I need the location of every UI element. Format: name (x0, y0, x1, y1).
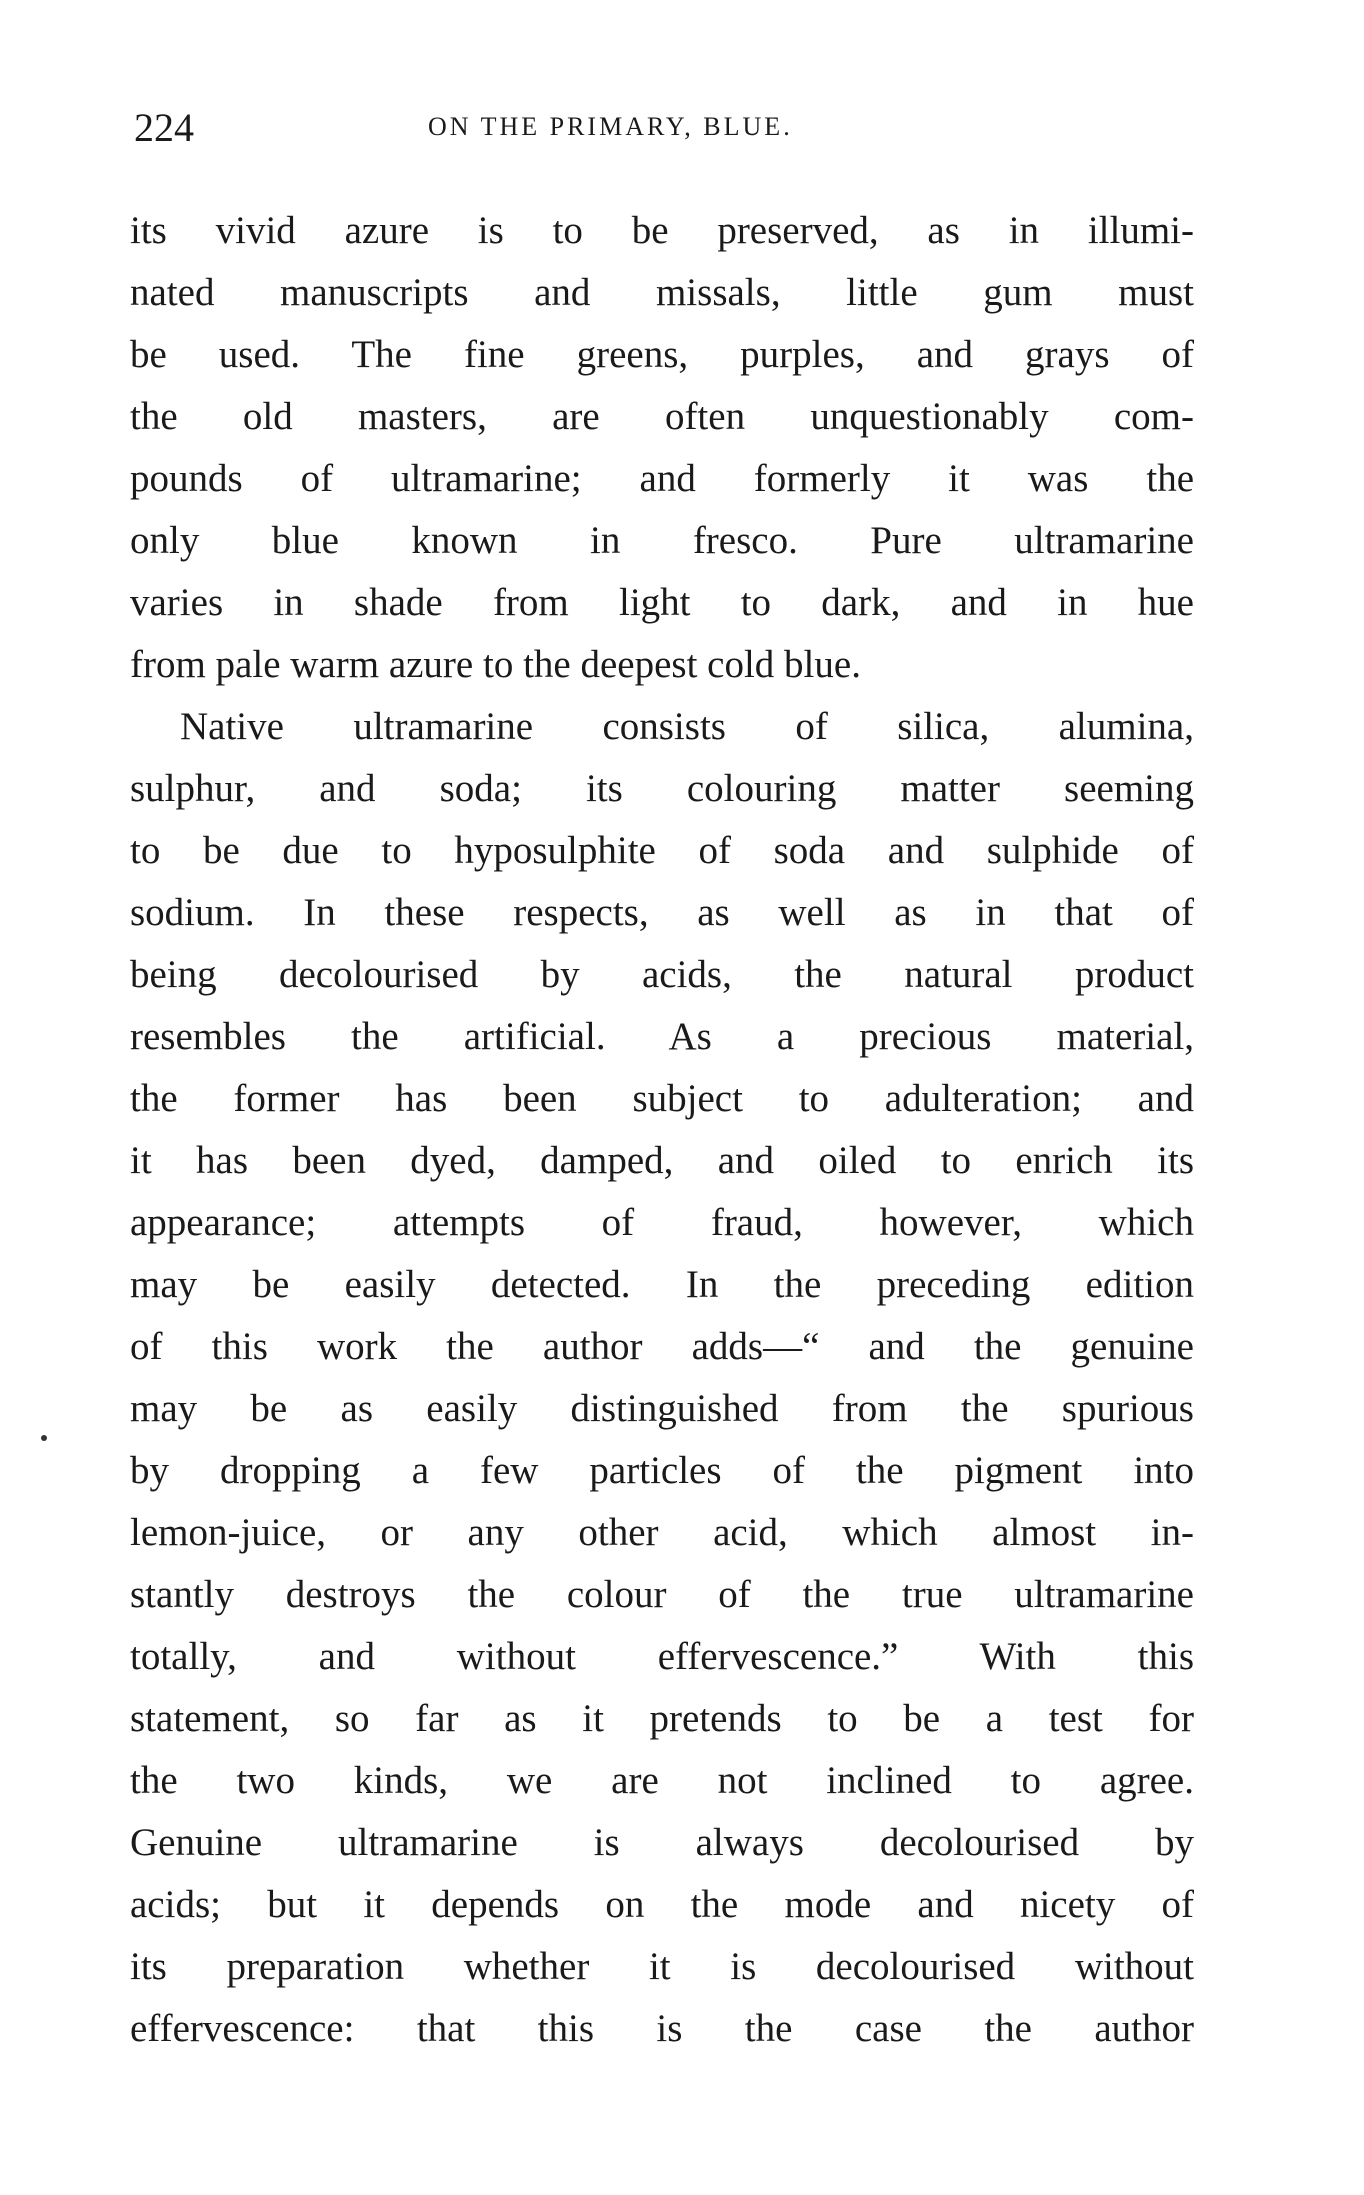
text-line: it has been dyed, damped, and oiled to enrich its (130, 1139, 1194, 1182)
text-line: its vivid azure is to be preserved, as in illumi- (130, 209, 1194, 252)
text-line: the old masters, are often unquestionably com- (130, 395, 1194, 438)
text-line: nated manuscripts and missals, little gum must (130, 271, 1194, 314)
text-line: Native ultramarine consists of silica, alumina, (180, 705, 1194, 748)
text-line: by dropping a few particles of the pigment into (130, 1449, 1194, 1492)
text-line: Genuine ultramarine is always decolourised by (130, 1821, 1194, 1864)
text-line: stantly destroys the colour of the true ultramarine (130, 1573, 1194, 1616)
margin-speck (41, 1435, 47, 1441)
text-line: only blue known in fresco. Pure ultramarine (130, 519, 1194, 562)
text-line: varies in shade from light to dark, and in hue (130, 581, 1194, 624)
text-line: pounds of ultramarine; and formerly it was the (130, 457, 1194, 500)
text-line: acids; but it depends on the mode and nicety of (130, 1883, 1194, 1926)
text-line: lemon-juice, or any other acid, which almost in- (130, 1511, 1194, 1554)
running-title: ON THE PRIMARY, BLUE. (428, 112, 793, 141)
text-line: effervescence: that this is the case the author (130, 2007, 1194, 2050)
text-line: its preparation whether it is decolourised without (130, 1945, 1194, 1988)
text-line: statement, so far as it pretends to be a test for (130, 1697, 1194, 1740)
text-line: resembles the artificial. As a precious material, (130, 1015, 1194, 1058)
text-line: the two kinds, we are not inclined to agree. (130, 1759, 1194, 1802)
text-line: sulphur, and soda; its colouring matter seeming (130, 767, 1194, 810)
text-line: appearance; attempts of fraud, however, which (130, 1201, 1194, 1244)
page-number: 224 (134, 105, 194, 150)
text-line: from pale warm azure to the deepest cold blue. (130, 643, 861, 686)
text-line: may be as easily distinguished from the spurious (130, 1387, 1194, 1430)
body-text (130, 200, 1194, 2060)
text-line: to be due to hyposulphite of soda and sulphide of (130, 829, 1194, 872)
text-line: of this work the author adds—“ and the genuine (130, 1325, 1194, 1368)
text-line: being decolourised by acids, the natural product (130, 953, 1194, 996)
text-line: totally, and without effervescence.” With this (130, 1635, 1194, 1678)
text-line: may be easily detected. In the preceding edition (130, 1263, 1194, 1306)
text-line: sodium. In these respects, as well as in that of (130, 891, 1194, 934)
text-line: be used. The fine greens, purples, and grays of (130, 333, 1194, 376)
text-line: the former has been subject to adulteration; and (130, 1077, 1194, 1120)
